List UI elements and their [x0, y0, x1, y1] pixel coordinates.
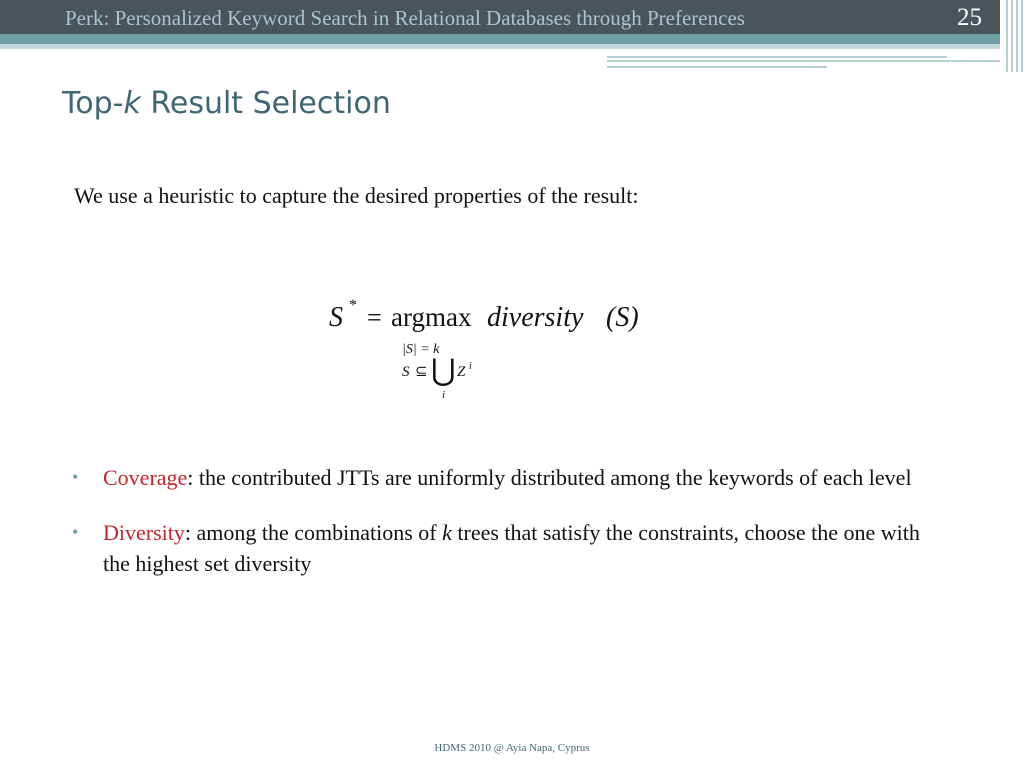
formula-constraint-size: |S| = k [402, 342, 440, 357]
bullet-coverage [72, 462, 942, 493]
bullet-diversity [72, 517, 942, 579]
bullet-diversity-text-b: trees that satisfy the constraints, choose the one with the highest set diversity [103, 520, 920, 576]
slide-title-suffix: Result Selection [140, 86, 391, 121]
keyword-diversity: Diversity [103, 520, 185, 545]
formula-svg [320, 292, 660, 404]
bullet-dot-icon: • [72, 522, 79, 542]
formula-union-index: i [442, 389, 446, 401]
bullet-diversity-text-a: : among the combinations of [184, 520, 443, 545]
presentation-title: Perk: Personalized Keyword Search in Relational Databases through Preferences [65, 6, 745, 30]
formula-lhs: S [329, 302, 343, 333]
bullet-coverage-text: : the contributed JTTs are uniformly distributed among the keywords of each level [187, 465, 912, 490]
formula-lhs-sup: * [349, 297, 357, 314]
formula-equals: = [367, 303, 382, 332]
formula-objective: diversity [487, 302, 584, 333]
bullet-dot-icon: • [72, 467, 79, 487]
slide-title-prefix: Top- [62, 86, 124, 121]
formula-union-symbol: ⋃ [431, 354, 456, 387]
footer: HDMS 2010 @ Ayia Napa, Cyprus [434, 742, 590, 754]
slide-title-k: k [123, 86, 141, 121]
bullet-list [72, 462, 942, 603]
slide-number: 25 [957, 4, 982, 31]
formula-z: Z [457, 364, 466, 380]
formula-argument: (S) [606, 302, 639, 333]
keyword-coverage: Coverage [103, 465, 188, 490]
intro-text: We use a heuristic to capture the desired properties of the result: [74, 183, 639, 208]
formula-constraint-set: S [402, 364, 410, 380]
formula-operator: argmax [391, 302, 472, 332]
bullet-diversity-k: k [442, 520, 452, 545]
formula-subset-symbol: ⊆ [415, 364, 428, 380]
formula-z-sup: i [469, 361, 472, 372]
